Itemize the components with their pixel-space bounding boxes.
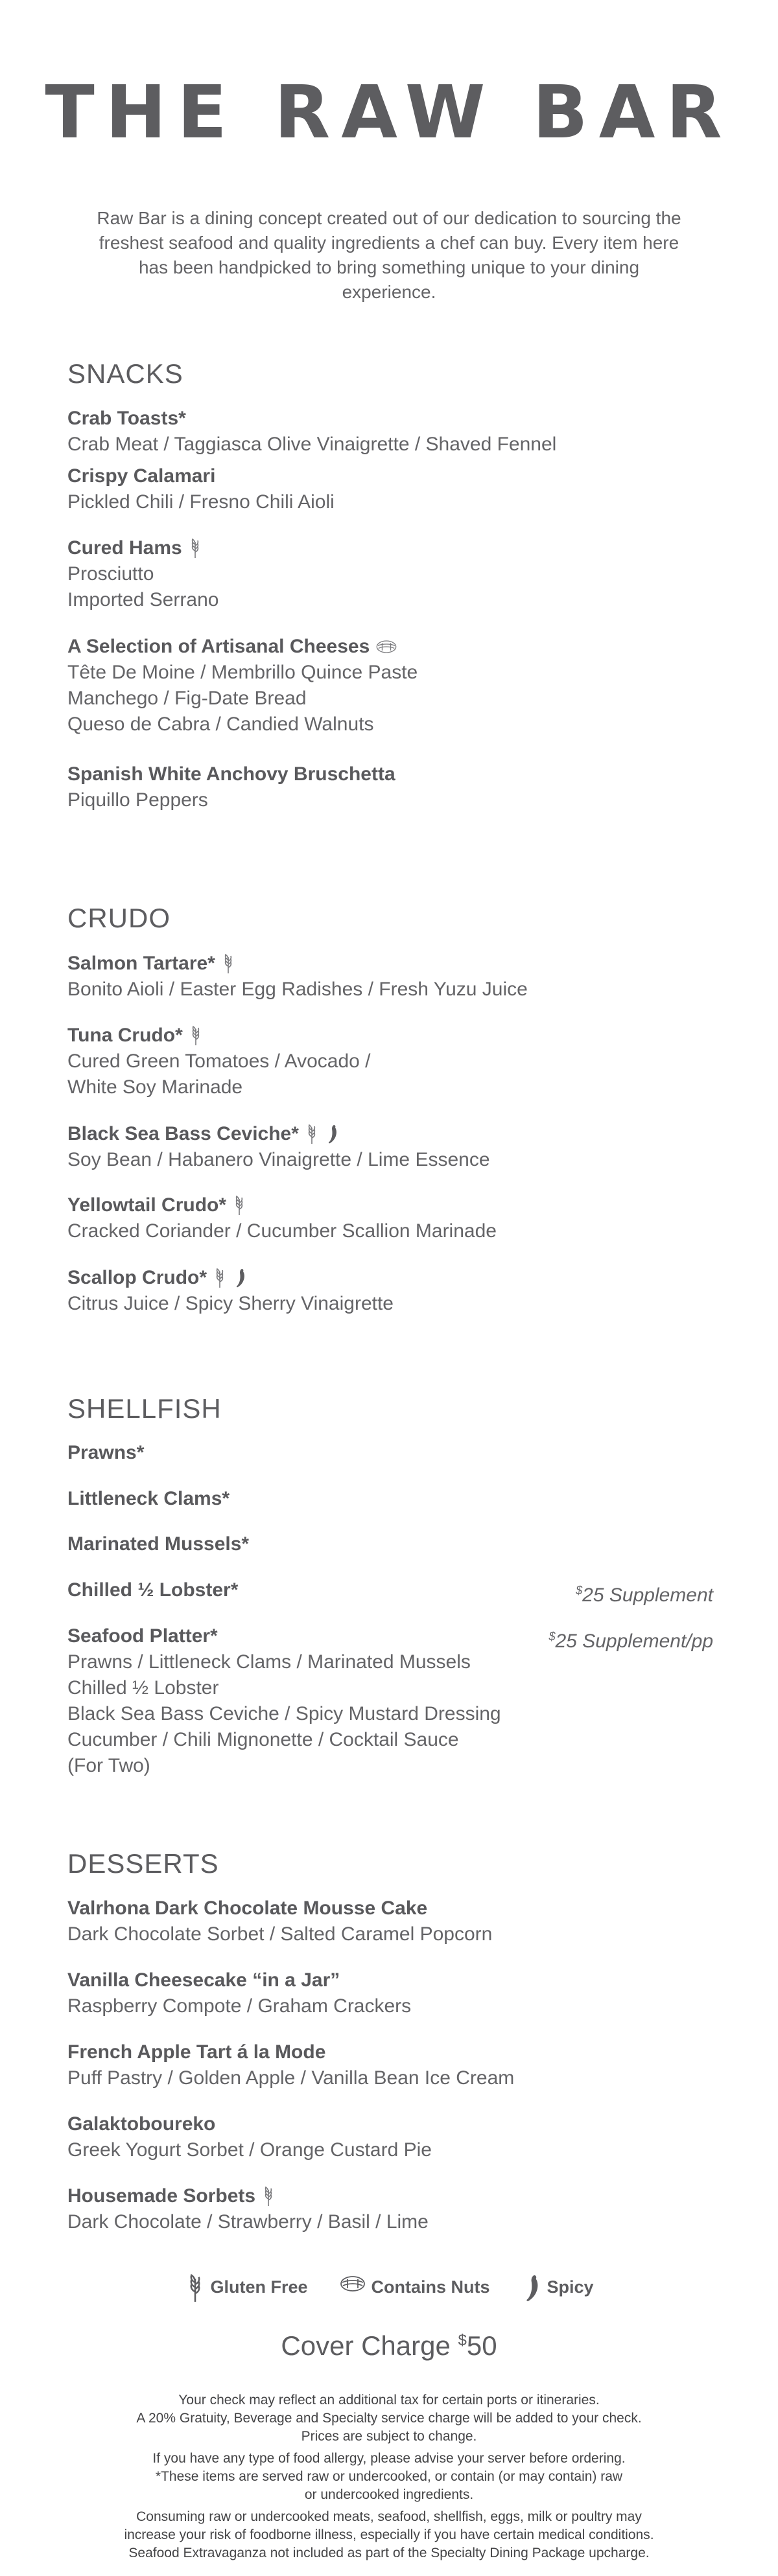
menu-item-name-text: French Apple Tart á la Mode xyxy=(67,2041,326,2063)
section-title-desserts: DESSERTS xyxy=(67,1848,219,1879)
menu-item xyxy=(67,1121,713,1173)
menu-item-name-text: Chilled ½ Lobster* xyxy=(67,1579,239,1601)
menu-item xyxy=(67,634,713,737)
menu-item-name-text: Housemade Sorbets xyxy=(67,2185,256,2207)
legend-contains-nuts xyxy=(338,2273,489,2301)
menu-item xyxy=(67,535,713,613)
menu-item-name-text: Littleneck Clams* xyxy=(67,1488,230,1509)
menu-item-description: Cured Green Tomatoes / Avocado / xyxy=(67,1050,371,1072)
menu-item-name-text: Tuna Crudo* xyxy=(67,1025,183,1046)
menu-item-name-text: Marinated Mussels* xyxy=(67,1533,250,1555)
menu-item-name xyxy=(67,1486,713,1512)
chili-icon xyxy=(233,1268,248,1288)
wheat-icon xyxy=(304,1124,320,1144)
supplement-price xyxy=(576,1577,713,1608)
wheat-icon xyxy=(220,953,236,974)
menu-item-description: Cracked Coriander / Cucumber Scallion Marinade xyxy=(67,1220,497,1242)
menu-item xyxy=(67,2111,713,2163)
legend xyxy=(0,2273,778,2301)
wheat-icon xyxy=(188,1025,204,1046)
menu-item-description: Greek Yogurt Sorbet / Orange Custard Pie xyxy=(67,2139,432,2161)
menu-item xyxy=(67,761,713,813)
note-line: A 20% Gratuity, Beverage and Specialty service charge will be added to your check. xyxy=(136,2411,642,2426)
menu-item-description: Soy Bean / Habanero Vinaigrette / Lime Essence xyxy=(67,1149,490,1170)
legend-gluten-free xyxy=(184,2273,307,2301)
menu-item-name xyxy=(67,951,713,977)
supplement-amount: 25 xyxy=(555,1630,577,1652)
page-title: THE RAW BAR xyxy=(45,71,733,155)
menu-item-description: Prosciutto xyxy=(67,563,154,585)
section-title-snacks: SNACKS xyxy=(67,358,183,389)
fine-print xyxy=(97,2391,681,2566)
menu-item xyxy=(67,951,713,1003)
menu-item-description: Chilled ½ Lobster xyxy=(67,1677,219,1699)
menu-item xyxy=(67,1486,713,1512)
menu-item-name-text: Valrhona Dark Chocolate Mousse Cake xyxy=(67,1897,428,1919)
menu-item-description: (For Two) xyxy=(67,1755,150,1776)
menu-item-description: Pickled Chili / Fresno Chili Aioli xyxy=(67,491,335,513)
menu-item-name-text: Cured Hams xyxy=(67,537,182,559)
menu-item-description: Citrus Juice / Spicy Sherry Vinaigrette xyxy=(67,1293,394,1314)
supplement-amount: 25 xyxy=(582,1584,604,1606)
menu-item xyxy=(67,1577,713,1606)
wheat-icon xyxy=(231,1195,247,1216)
menu-item xyxy=(67,406,713,458)
menu-item-description: Queso de Cabra / Candied Walnuts xyxy=(67,714,374,735)
menu-item xyxy=(67,2183,713,2235)
menu-item xyxy=(67,2039,713,2091)
menu-item-name-text: Vanilla Cheesecake “in a Jar” xyxy=(67,1969,340,1991)
menu-item-name xyxy=(67,634,713,660)
note-line: Seafood Extravaganza not included as part of the Specialty Dining Package upcharge. xyxy=(128,2546,650,2560)
menu-item-name-text: Yellowtail Crudo* xyxy=(67,1194,227,1216)
menu-item-name xyxy=(67,1192,713,1218)
note-line: Your check may reflect an additional tax for certain ports or itineraries. xyxy=(178,2393,600,2408)
menu-item-name xyxy=(67,406,713,432)
legend-spicy-label: Spicy xyxy=(547,2277,594,2297)
menu-item-name xyxy=(67,1023,713,1049)
menu-item-description: Manchego / Fig-Date Bread xyxy=(67,688,307,709)
note-line: *These items are served raw or undercooked, or contain (or may contain) raw xyxy=(155,2469,623,2484)
menu-item-name xyxy=(67,1967,713,1993)
menu-item-description: Bonito Aioli / Easter Egg Radishes / Fresh Yuzu Juice xyxy=(67,979,528,1000)
menu-item-name-text: Black Sea Bass Ceviche* xyxy=(67,1123,299,1144)
menu-item-name xyxy=(67,2111,713,2137)
menu-item-description: Cucumber / Chili Mignonette / Cocktail Sauce xyxy=(67,1729,459,1750)
note-line: Consuming raw or undercooked meats, seafood, shellfish, eggs, milk or poultry may xyxy=(136,2509,642,2524)
menu-item xyxy=(67,463,713,515)
menu-item-name-text: Spanish White Anchovy Bruschetta xyxy=(67,763,395,785)
menu-item-name xyxy=(67,463,713,489)
menu-item-name xyxy=(67,1531,713,1557)
menu-item-description: Puff Pastry / Golden Apple / Vanilla Bean Ice Cream xyxy=(67,2067,515,2089)
cover-charge xyxy=(0,2330,778,2361)
menu-item-description: Black Sea Bass Ceviche / Spicy Mustard Dressing xyxy=(67,1703,501,1724)
menu-item-name xyxy=(67,2183,713,2209)
menu-item xyxy=(67,1265,713,1317)
note-line: Prices are subject to change. xyxy=(301,2429,477,2444)
menu-item-name-text: Galaktoboureko xyxy=(67,2113,216,2135)
menu-item-name xyxy=(67,1896,713,1921)
supplement-price xyxy=(548,1623,713,1654)
menu-item-description: Piquillo Peppers xyxy=(67,789,208,811)
menu-item-description: Crab Meat / Taggiasca Olive Vinaigrette / Shaved Fennel xyxy=(67,434,557,455)
wheat-icon xyxy=(184,2273,206,2301)
menu-item-description: Imported Serrano xyxy=(67,589,219,610)
menu-item xyxy=(67,1896,713,1947)
note-line: or undercooked ingredients. xyxy=(304,2487,474,2502)
menu-item xyxy=(67,1967,713,2019)
note-line: increase your risk of foodborne illness, especially if you have certain medical conditions. xyxy=(124,2527,654,2542)
legend-contains-nuts-label: Contains Nuts xyxy=(371,2277,490,2297)
menu-item-description: Raspberry Compote / Graham Crackers xyxy=(67,1995,412,2017)
menu-item-description: Prawns / Littleneck Clams / Marinated Mussels xyxy=(67,1651,471,1673)
nut-icon xyxy=(375,636,398,657)
wheat-icon xyxy=(187,538,203,559)
note-line: If you have any type of food allergy, please advise your server before ordering. xyxy=(152,2451,626,2466)
chili-icon xyxy=(325,1124,340,1144)
cover-charge-amount: 50 xyxy=(466,2330,497,2361)
menu-item-description: White Soy Marinade xyxy=(67,1076,243,1098)
legend-spicy xyxy=(521,2273,594,2301)
menu-item-name xyxy=(67,535,713,561)
menu-item-name-text: Seafood Platter* xyxy=(67,1625,218,1647)
intro-text: Raw Bar is a dining concept created out of our dedication to sourcing the freshest seafood and quality ingredients a chef can buy. Every item here has been handpicked to bring something unique to your dining experience. xyxy=(97,208,681,302)
menu-item xyxy=(67,1192,713,1244)
menu-item-name xyxy=(67,761,713,787)
section-title-crudo: CRUDO xyxy=(67,903,171,933)
menu-item-description: Dark Chocolate / Strawberry / Basil / Lime xyxy=(67,2211,429,2233)
nut-icon xyxy=(338,2273,367,2301)
menu-item xyxy=(67,1023,713,1100)
cover-charge-label: Cover Charge xyxy=(281,2330,451,2361)
wheat-icon xyxy=(212,1268,228,1288)
supplement-currency: $ xyxy=(548,1630,556,1643)
menu-item-description: Tête De Moine / Membrillo Quince Paste xyxy=(67,662,418,683)
menu-item-name xyxy=(67,1440,713,1466)
legend-gluten-free-label: Gluten Free xyxy=(210,2277,308,2297)
supplement-currency: $ xyxy=(576,1584,583,1597)
menu-item-name-text: Prawns* xyxy=(67,1442,145,1463)
menu-item xyxy=(67,1440,713,1466)
cover-charge-currency: $ xyxy=(458,2332,467,2349)
menu-item-name-text: A Selection of Artisanal Cheeses xyxy=(67,636,370,657)
menu-item-name xyxy=(67,1265,713,1291)
menu-item xyxy=(67,1531,713,1557)
menu-item-name-text: Crab Toasts* xyxy=(67,408,186,429)
menu-item-name-text: Salmon Tartare* xyxy=(67,953,215,974)
menu-item-name-text: Scallop Crudo* xyxy=(67,1267,207,1288)
menu-item-description: Dark Chocolate Sorbet / Salted Caramel Popcorn xyxy=(67,1923,493,1945)
menu-item-name xyxy=(67,2039,713,2065)
wheat-icon xyxy=(261,2186,276,2207)
menu-item xyxy=(67,1623,713,1779)
menu-item-name-text: Crispy Calamari xyxy=(67,465,216,487)
section-title-shellfish: SHELLFISH xyxy=(67,1393,222,1424)
chili-icon xyxy=(521,2273,543,2301)
menu-item-name xyxy=(67,1121,713,1147)
supplement-text: Supplement/pp xyxy=(582,1630,713,1652)
supplement-text: Supplement xyxy=(609,1584,713,1606)
